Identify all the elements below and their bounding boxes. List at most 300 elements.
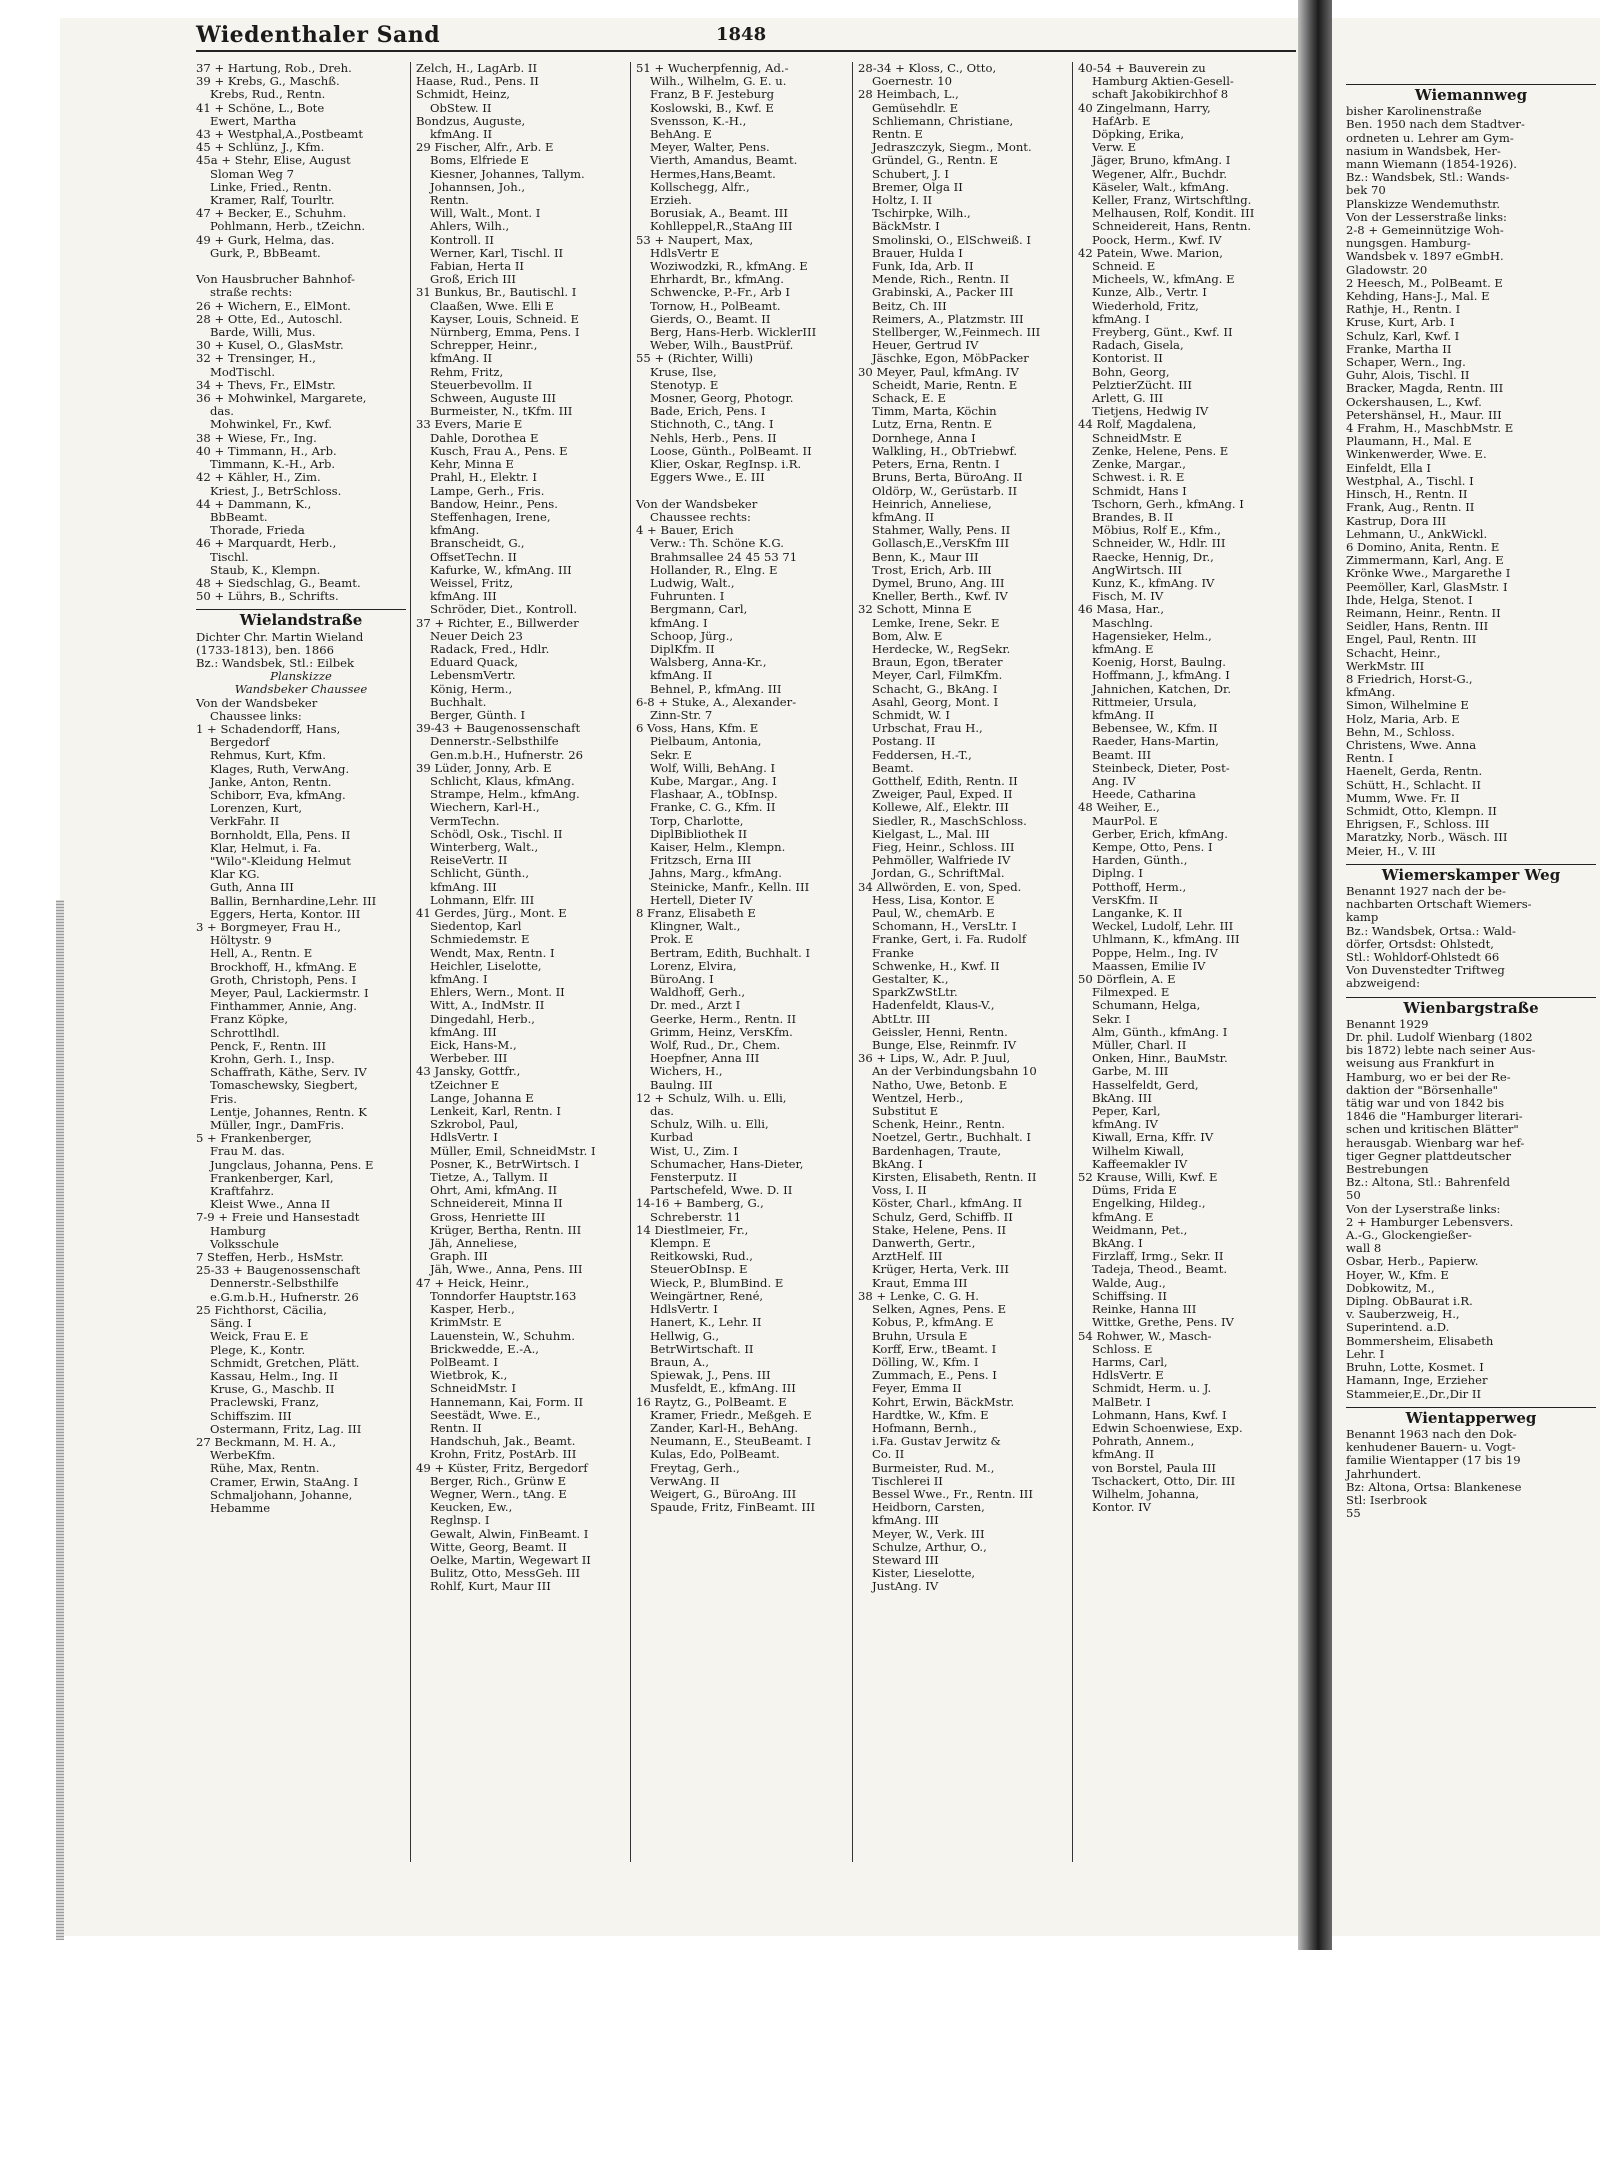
directory-entry-continuation: Schacht, Heinr.,: [1346, 645, 1441, 660]
directory-entry: Bz: Altona, Ortsa: Blankenese: [1346, 1479, 1522, 1494]
directory-entry-continuation: Beamt. III: [1092, 747, 1152, 762]
directory-entry-continuation: Hannemann, Kai, Form. II: [430, 1394, 584, 1409]
directory-entry-continuation: HdlsVertr. I: [430, 1130, 498, 1145]
directory-entry-continuation: Eduard Quack,: [430, 655, 519, 670]
directory-entry-continuation: Raeder, Hans-Martin,: [1092, 734, 1219, 749]
directory-entry-continuation: Hermes,Hans,Beamt.: [650, 166, 776, 181]
directory-entry-continuation: Hoyer, W., Kfm. E: [1346, 1267, 1449, 1282]
directory-entry-continuation: Dingedahl, Herb.,: [430, 1011, 535, 1026]
directory-entry-continuation: Schulze, Arthur, O.,: [872, 1539, 987, 1554]
directory-entry-continuation: Schneidereit, Minna II: [430, 1196, 563, 1211]
directory-entry-continuation: Verw.: Th. Schöne K.G.: [650, 536, 784, 551]
directory-entry-continuation: Mosner, Georg, Photogr.: [650, 391, 794, 406]
directory-entry-continuation: Wilhelm, Johanna,: [1092, 1486, 1200, 1501]
directory-entry-continuation: Wist, U., Zim. I: [650, 1143, 738, 1158]
directory-entry-continuation: kfmAng. III: [430, 589, 497, 604]
directory-entry-continuation: Schiborr, Eva, kfmAng.: [210, 787, 346, 802]
directory-entry-continuation: An der Verbindungsbahn 10: [872, 1064, 1037, 1079]
directory-entry-continuation: Behn, M., Schloss.: [1346, 724, 1455, 739]
directory-entry-continuation: Beamt.: [872, 760, 914, 775]
directory-entry-continuation: Kayser, Louis, Schneid. E: [430, 311, 579, 326]
street-heading: Wiemerskamper Weg: [1346, 864, 1596, 882]
directory-entry-continuation: Rentn. II: [430, 1420, 482, 1435]
directory-entry: schen und kritischen Blätter": [1346, 1122, 1519, 1137]
header-street-name: Wiedenthaler Sand: [196, 22, 441, 48]
directory-entry-continuation: Erzieh.: [650, 193, 692, 208]
directory-entry-continuation: Kunz, K., kfmAng. IV: [1092, 575, 1215, 590]
directory-entry-continuation: Weigert, G., BüroAng. III: [650, 1486, 797, 1501]
directory-entry: 7 Steffen, Herb., HsMstr.: [196, 1250, 344, 1265]
directory-entry: 37 + Richter, E., Billwerder: [416, 615, 579, 630]
directory-entry: 40 + Timmann, H., Arb.: [196, 443, 337, 458]
directory-entry-continuation: Siedler, R., MaschSchloss.: [872, 813, 1027, 828]
directory-entry-continuation: Radach, Gisela,: [1092, 338, 1184, 353]
directory-entry-continuation: Kurbad: [650, 1130, 694, 1145]
directory-entry-continuation: Franke, Gert, i. Fa. Rudolf: [872, 932, 1027, 947]
directory-entry-continuation: Ang. IV: [1092, 773, 1136, 788]
directory-entry: 40-54 + Bauverein zu: [1078, 62, 1206, 75]
directory-entry-continuation: Krebs, Rud., Rentn.: [210, 87, 326, 102]
directory-entry-continuation: Meyer, W., Verk. III: [872, 1526, 985, 1541]
directory-column-3: [636, 62, 848, 1514]
directory-entry: Von Hausbrucher Bahnhof-: [196, 272, 355, 287]
directory-entry-continuation: Claaßen, Wwe. Elli E: [430, 298, 554, 313]
directory-entry-continuation: Jäger, Bruno, kfmAng. I: [1092, 153, 1231, 168]
directory-entry-continuation: KrimMstr. E: [430, 1315, 502, 1330]
directory-entry: 39 Lüder, Jonny, Arb. E: [416, 760, 552, 775]
directory-entry-continuation: Thorade, Frieda: [210, 523, 305, 538]
directory-entry-continuation: Düms, Frida E: [1092, 1183, 1177, 1198]
directory-entry-continuation: Meyer, Walter, Pens.: [650, 140, 770, 155]
directory-entry-continuation: Jedraszczyk, Siegm., Mont.: [872, 140, 1032, 155]
directory-entry-continuation: tZeichner E: [430, 1077, 500, 1092]
directory-entry-continuation: Franz, B F. Jesteburg: [650, 87, 775, 102]
directory-entry-continuation: Klier, Oskar, RegInsp. i.R.: [650, 457, 802, 472]
directory-entry-continuation: Müller, Emil, SchneidMstr. I: [430, 1143, 596, 1158]
directory-entry-continuation: Klages, Ruth, VerwAng.: [210, 761, 350, 776]
directory-entry-continuation: wall 8: [1346, 1241, 1382, 1256]
directory-entry: herausgab. Wienbarg war hef-: [1346, 1135, 1525, 1150]
directory-entry: nasium in Wandsbek, Her-: [1346, 143, 1501, 158]
directory-entry-continuation: Seidler, Hans, Rentn. III: [1346, 619, 1489, 634]
directory-entry: 25-33 + Baugenossenschaft: [196, 1263, 361, 1278]
directory-entry: 39 + Krebs, G., Maschß.: [196, 74, 340, 89]
directory-entry-continuation: König, Herm.,: [430, 681, 513, 696]
street-note: Wandsbeker Chaussee: [234, 682, 368, 697]
directory-entry-continuation: Spiewak, J., Pens. III: [650, 1368, 771, 1383]
directory-entry-continuation: Lauenstein, W., Schuhm.: [430, 1328, 575, 1343]
directory-entry-continuation: SteuerObInsp. E: [650, 1262, 748, 1277]
directory-entry: Schmidt, Heinz,: [416, 87, 510, 102]
directory-entry: nachbarten Ortschaft Wiemers-: [1346, 897, 1532, 912]
directory-entry-continuation: Szkrobol, Paul,: [430, 1117, 519, 1132]
directory-entry-continuation: Keller, Franz, Wirtschftlng.: [1092, 193, 1252, 208]
directory-entry-continuation: Benn, K., Maur III: [872, 549, 979, 564]
directory-entry-continuation: Schmidt, Hans I: [1092, 483, 1187, 498]
directory-entry-continuation: BehAng. E: [650, 127, 712, 142]
directory-entry-continuation: Gollasch,E.,VersKfm III: [872, 536, 1010, 551]
directory-entry-continuation: Schneid. E: [1092, 259, 1156, 274]
directory-entry-continuation: Westphal, A., Tischl. I: [1346, 473, 1474, 488]
directory-entry-continuation: Wilhelm Kiwall,: [1092, 1143, 1185, 1158]
page-header: [196, 22, 1296, 52]
directory-entry-continuation: Hadenfeldt, Klaus-V.,: [872, 998, 995, 1013]
directory-entry-continuation: Heuer, Gertrud IV: [872, 338, 979, 353]
directory-entry-continuation: Franke, Martha II: [1346, 341, 1452, 356]
directory-entry-continuation: Posner, K., BetrWirtsch. I: [430, 1156, 580, 1171]
directory-entry: 42 Patein, Wwe. Marion,: [1078, 245, 1223, 260]
directory-entry-continuation: Schwenke, H., Kwf. II: [872, 958, 1000, 973]
directory-entry-continuation: Bracker, Magda, Rentn. III: [1346, 381, 1504, 396]
directory-entry-continuation: Schulz, Wilh. u. Elli,: [650, 1117, 769, 1132]
directory-entry: 33 Evers, Marie E: [416, 417, 523, 432]
directory-entry: 25 Fichthorst, Cäcilia,: [196, 1302, 327, 1317]
directory-entry-continuation: Wegner, Wern., tAng. E: [430, 1486, 567, 1501]
directory-entry-continuation: ReiseVertr. II: [430, 853, 508, 868]
directory-entry-continuation: Dymel, Bruno, Ang. III: [872, 575, 1005, 590]
directory-entry-continuation: Müller, Charl. II: [1092, 1038, 1187, 1053]
directory-entry-continuation: Berger, Günth. I: [430, 707, 526, 722]
directory-entry-continuation: WerbeKfm.: [210, 1448, 276, 1463]
directory-entry-continuation: Hollander, R., Elng. E: [650, 562, 778, 577]
directory-entry: weisung aus Frankfurt in: [1346, 1056, 1495, 1071]
directory-entry-continuation: kfmAng. I: [430, 972, 488, 987]
directory-entry-continuation: Schulz, Gerd, Schiffb. II: [872, 1209, 1013, 1224]
directory-entry-continuation: Kaffeemakler IV: [1092, 1156, 1188, 1171]
directory-entry-continuation: Kiesner, Johannes, Tallym.: [430, 166, 585, 181]
directory-entry-continuation: Kraut, Emma III: [872, 1275, 968, 1290]
directory-entry-continuation: Dahle, Dorothea E: [430, 430, 539, 445]
directory-entry-continuation: Gierds, O., Beamt. II: [650, 311, 771, 326]
directory-entry: 7-9 + Freie und Hansestadt: [196, 1210, 360, 1225]
directory-entry-continuation: Schiffsing. II: [1092, 1288, 1167, 1303]
directory-entry-continuation: Reimers, A., Platzmstr. III: [872, 311, 1024, 326]
directory-entry-continuation: Gerber, Erich, kfmAng.: [1092, 826, 1228, 841]
directory-entry-continuation: Sekr. I: [1092, 1011, 1131, 1026]
directory-entry-continuation: Wiechern, Karl-H.,: [430, 800, 540, 815]
directory-entry-continuation: BkAng. III: [1092, 1090, 1152, 1105]
directory-entry-continuation: Schmaljohann, Johanne,: [210, 1487, 353, 1502]
directory-entry-continuation: Lange, Johanna E: [430, 1090, 534, 1105]
directory-entry-continuation: "Wilo"-Kleidung Helmut: [210, 853, 351, 868]
directory-entry-continuation: kfmAng.: [1346, 685, 1396, 700]
directory-entry-continuation: Sloman Weg 7: [210, 166, 295, 181]
directory-entry-continuation: Berg, Hans-Herb. WicklerIII: [650, 325, 817, 340]
directory-entry: familie Wientapper (17 bis 19: [1346, 1453, 1521, 1468]
directory-entry-continuation: ModTischl.: [210, 364, 276, 379]
directory-entry: 52 Krause, Willi, Kwf. E: [1078, 1170, 1218, 1185]
directory-entry-continuation: Maschlng.: [1092, 615, 1153, 630]
directory-entry-continuation: kfmAng. E: [1092, 1209, 1154, 1224]
directory-entry-continuation: Tischlerei II: [872, 1473, 943, 1488]
directory-entry-continuation: Loose, Günth., PolBeamt. II: [650, 443, 812, 458]
directory-entry-continuation: Schubert, J. I: [872, 166, 949, 181]
directory-entry-continuation: Zimmermann, Karl, Ang. E: [1346, 553, 1504, 568]
directory-entry-continuation: Tadeja, Theod., Beamt.: [1092, 1262, 1228, 1277]
directory-entry-continuation: Simon, Wilhelmine E: [1346, 698, 1469, 713]
directory-entry: Von der Wandsbeker: [196, 695, 318, 710]
directory-entry-continuation: Boms, Elfriede E: [430, 153, 529, 168]
directory-entry-continuation: Bornholdt, Ella, Pens. II: [210, 827, 351, 842]
directory-entry-continuation: kfmAng. II: [650, 668, 713, 683]
directory-entry-continuation: Filmexped. E: [1092, 985, 1170, 1000]
directory-entry-continuation: LebensmVertr.: [430, 668, 516, 683]
directory-entry-continuation: HafArb. E: [1092, 113, 1151, 128]
directory-entry: 43 Jansky, Gottfr.,: [416, 1064, 521, 1079]
directory-entry: Bz.: Altona, Stl.: Bahrenfeld: [1346, 1175, 1511, 1190]
directory-column-2: [416, 62, 626, 1594]
directory-entry-continuation: JustAng. IV: [872, 1579, 939, 1594]
directory-entry: 48 + Siedschlag, G., Beamt.: [196, 575, 361, 590]
directory-entry-continuation: Schumacher, Hans-Dieter,: [650, 1156, 804, 1171]
directory-entry: 26 + Wichern, E., ElMont.: [196, 298, 351, 313]
directory-entry-continuation: Zweiger, Paul, Exped. II: [872, 787, 1013, 802]
directory-entry: Von der Lesserstraße links:: [1346, 209, 1507, 224]
book-spine: [1298, 0, 1332, 1950]
directory-entry-continuation: kfmAng. II: [430, 351, 493, 366]
directory-entry-continuation: Dennerstr.-Selbsthilfe: [210, 1276, 339, 1291]
directory-entry-continuation: Weckel, Ludolf, Lehr. III: [1092, 919, 1234, 934]
directory-entry: 16 Raytz, G., PolBeamt. E: [636, 1394, 787, 1409]
directory-entry-continuation: Brauer, Hulda I: [872, 245, 963, 260]
directory-entry-continuation: Brickwedde, E.-A.,: [430, 1341, 539, 1356]
directory-entry-continuation: Substitut E: [872, 1104, 939, 1119]
directory-entry-continuation: Hanert, K., Lehr. II: [650, 1315, 762, 1330]
right-page-column: [1346, 78, 1596, 1520]
directory-entry-continuation: Kafurke, W., kfmAng. III: [430, 562, 572, 577]
directory-entry-continuation: das.: [210, 404, 234, 419]
directory-entry-continuation: Tischl.: [210, 549, 249, 564]
directory-entry-continuation: kfmAng. II: [872, 509, 935, 524]
directory-entry-continuation: 50: [1346, 1188, 1361, 1203]
directory-entry-continuation: Weber, Wilh., BaustPrüf.: [650, 338, 794, 353]
directory-entry-continuation: Zander, Karl-H., BehAng.: [650, 1420, 799, 1435]
directory-entry-continuation: kfmAng.: [430, 523, 480, 538]
directory-entry-continuation: kfmAng. II: [430, 127, 493, 142]
directory-entry-continuation: Ehlers, Wern., Mont. II: [430, 985, 565, 1000]
directory-entry-continuation: Köster, Charl., kfmAng. II: [872, 1196, 1023, 1211]
directory-entry-continuation: Koenig, Horst, Baulng.: [1092, 655, 1226, 670]
directory-entry-continuation: Zenke, Margar.,: [1092, 457, 1186, 472]
directory-entry-continuation: Tomaschewsky, Siegbert,: [210, 1078, 358, 1093]
directory-entry-continuation: Lehr. I: [1346, 1346, 1385, 1361]
directory-entry-continuation: Rentn.: [430, 193, 469, 208]
directory-entry-continuation: Funk, Ida, Arb. II: [872, 259, 974, 274]
directory-entry-continuation: Mende, Rich., Rentn. II: [872, 272, 1010, 287]
directory-entry-continuation: Bunge, Else, Reinmfr. IV: [872, 1038, 1017, 1053]
directory-entry: Stl.: Wohldorf-Ohlstedt 66: [1346, 950, 1500, 964]
directory-entry-continuation: Bade, Erich, Pens. I: [650, 404, 766, 419]
directory-entry-continuation: Werbeber. III: [430, 1051, 508, 1066]
directory-entry-continuation: Groth, Christoph, Pens. I: [210, 972, 357, 987]
directory-entry-continuation: Tschorn, Gerh., kfmAng. I: [1092, 496, 1244, 511]
directory-entry-continuation: Fuhrunten. I: [650, 589, 725, 604]
directory-entry-continuation: Poppe, Helm., Ing. IV: [1092, 945, 1218, 960]
directory-entry-continuation: ObStew. II: [430, 100, 492, 115]
directory-entry-continuation: Klempn. E: [650, 1236, 711, 1251]
directory-entry-continuation: Woziwodzki, R., kfmAng. E: [650, 259, 808, 274]
directory-entry: 45a + Stehr, Elise, August: [196, 153, 351, 168]
directory-entry-continuation: Musfeldt, E., kfmAng. III: [650, 1381, 796, 1396]
directory-entry-continuation: Brahmsallee 24 45 53 71: [650, 549, 798, 564]
directory-entry-continuation: Will, Walt., Mont. I: [430, 206, 541, 221]
directory-entry-continuation: Schack, E. E: [872, 391, 947, 406]
directory-entry-continuation: Stahmer, Wally, Pens. II: [872, 523, 1011, 538]
street-note: Planskizze: [270, 669, 332, 684]
directory-entry-continuation: Svensson, K.-H.,: [650, 113, 747, 128]
directory-entry-continuation: Mumm, Wwe. Fr. II: [1346, 790, 1460, 805]
directory-entry-continuation: Schmidt, Otto, Klempn. II: [1346, 803, 1497, 818]
directory-entry-continuation: Bulitz, Otto, MessGeh. III: [430, 1566, 581, 1581]
directory-entry-continuation: Krüger, Herta, Verk. III: [872, 1262, 1009, 1277]
directory-entry-continuation: A.-G., Glockengießer-: [1346, 1228, 1472, 1243]
directory-entry-continuation: Bardenhagen, Traute,: [872, 1143, 1002, 1158]
directory-entry-continuation: Dennerstr.-Selbsthilfe: [430, 734, 559, 749]
directory-entry-continuation: Dornhege, Anna I: [872, 430, 976, 445]
directory-entry-continuation: Werner, Karl, Tischl. II: [430, 245, 564, 260]
directory-entry-continuation: Sekr. E: [650, 747, 692, 762]
directory-entry-continuation: Langanke, K. II: [1092, 906, 1183, 920]
directory-entry-continuation: Schröder, Diet., Kontroll.: [430, 602, 578, 617]
directory-entry-continuation: Osbar, Herb., Papierw.: [1346, 1254, 1479, 1269]
directory-entry-continuation: Peters, Erna, Rentn. I: [872, 457, 1000, 472]
directory-entry: 54 Rohwer, W., Masch-: [1078, 1328, 1212, 1343]
directory-entry-continuation: kfmAng. II: [1092, 1447, 1155, 1462]
directory-entry-continuation: Schulz, Karl, Kwf. I: [1346, 328, 1460, 343]
street-heading: Wiemannweg: [1346, 84, 1596, 102]
directory-entry-continuation: Bohn, Georg,: [1092, 364, 1170, 379]
directory-entry: 47 + Becker, E., Schuhm.: [196, 206, 347, 221]
directory-entry-continuation: Onken, Hinr., BauMstr.: [1092, 1051, 1228, 1066]
directory-entry-continuation: Noetzel, Gertr., Buchhalt. I: [872, 1130, 1031, 1145]
directory-entry-continuation: Kruse, Ilse,: [650, 364, 717, 379]
directory-entry-continuation: AngWirtsch. III: [1092, 562, 1182, 577]
directory-entry-continuation: Kasper, Herb.,: [430, 1302, 515, 1317]
directory-entry-continuation: Ihde, Helga, Stenot. I: [1346, 592, 1473, 607]
directory-entry-continuation: Kempe, Otto, Pens. I: [1092, 839, 1213, 854]
directory-entry-continuation: Schacht, G., BkAng. I: [872, 681, 998, 696]
directory-entry-continuation: BkAng. I: [1092, 1236, 1143, 1251]
directory-entry-continuation: Kaiser, Helm., Klempn.: [650, 839, 786, 854]
directory-entry-continuation: Prok. E: [650, 932, 694, 947]
directory-entry-continuation: Kiwall, Erna, Kffr. IV: [1092, 1130, 1214, 1145]
directory-entry-continuation: Diplng. I: [1092, 866, 1143, 881]
directory-entry: 49 + Gurk, Helma, das.: [196, 232, 335, 247]
directory-entry-continuation: Kleist Wwe., Anna II: [210, 1197, 331, 1212]
directory-entry-continuation: Frank, Aug., Rentn. II: [1346, 500, 1475, 515]
directory-entry: Haase, Rud., Pens. II: [416, 74, 539, 89]
directory-entry-continuation: Winterberg, Walt.,: [430, 839, 539, 854]
directory-entry-continuation: Schaper, Wern., Ing.: [1346, 355, 1466, 370]
directory-entry-continuation: Bruhn, Ursula E: [872, 1328, 968, 1343]
directory-entry-continuation: Wittke, Grethe, Pens. IV: [1092, 1315, 1234, 1330]
directory-entry: Benannt 1963 nach den Dok-: [1346, 1426, 1517, 1441]
directory-entry-continuation: HdlsVertr. I: [650, 1302, 718, 1317]
directory-entry: 1 + Schadendorff, Hans,: [196, 721, 341, 736]
directory-entry-continuation: Geerke, Herm., Rentn. II: [650, 1011, 797, 1026]
directory-entry-continuation: Rehmus, Kurt, Kfm.: [210, 748, 326, 763]
directory-entry-continuation: Vierth, Amandus, Beamt.: [650, 153, 798, 168]
directory-entry-continuation: Firzlaff, Irmg., Sekr. II: [1092, 1249, 1224, 1264]
directory-entry-continuation: Frau M. das.: [210, 1144, 285, 1159]
directory-entry-continuation: Chaussee rechts:: [650, 509, 751, 524]
directory-entry-continuation: von Borstel, Paula III: [1092, 1460, 1216, 1475]
directory-entry: 53 + Naupert, Max,: [636, 232, 754, 247]
directory-entry: 8 Friedrich, Horst-G.,: [1346, 671, 1473, 686]
directory-entry-continuation: Hamann, Inge, Erzieher: [1346, 1373, 1488, 1388]
directory-entry-continuation: Fensterputz. II: [650, 1170, 737, 1185]
directory-entry-continuation: Selken, Agnes, Pens. E: [872, 1302, 1007, 1317]
directory-entry-continuation: Burmeister, N., tKfm. III: [430, 404, 573, 419]
directory-entry-continuation: Hell, A., Rentn. E: [210, 946, 313, 961]
directory-entry-continuation: MalBetr. I: [1092, 1394, 1151, 1409]
directory-entry-continuation: Brockhoff, H., kfmAng. E: [210, 959, 357, 974]
directory-entry-continuation: Bommersheim, Elisabeth: [1346, 1333, 1494, 1348]
directory-entry-continuation: e.G.m.b.H., Hufnerstr. 26: [210, 1289, 359, 1304]
directory-entry-continuation: Einfeldt, Ella I: [1346, 460, 1432, 475]
directory-entry-continuation: Stake, Helene, Pens. II: [872, 1222, 1007, 1237]
directory-entry-continuation: BbBeamt.: [210, 509, 268, 524]
directory-entry: 6 Domino, Anita, Rentn. E: [1346, 539, 1500, 554]
directory-entry-continuation: Fieg, Heinr., Schloss. III: [872, 839, 1015, 854]
directory-entry: 2-8 + Gemeinnützige Woh-: [1346, 223, 1504, 238]
directory-entry: Dr. phil. Ludolf Wienbarg (1802: [1346, 1030, 1533, 1045]
directory-entry-continuation: DiplKfm. II: [650, 641, 715, 656]
directory-entry-continuation: Schödl, Osk., Tischl. II: [430, 826, 563, 841]
directory-entry-continuation: Schaffrath, Käthe, Serv. IV: [210, 1065, 367, 1080]
directory-entry: 44 Rolf, Magdalena,: [1078, 417, 1197, 432]
directory-entry-continuation: Garbe, M. III: [1092, 1064, 1169, 1079]
directory-entry-continuation: Kastrup, Dora III: [1346, 513, 1447, 528]
directory-entry-continuation: Grabinski, A., Packer III: [872, 285, 1014, 300]
directory-entry-continuation: Jahns, Marg., kfmAng.: [650, 866, 782, 881]
directory-entry-continuation: Christens, Wwe. Anna: [1346, 737, 1477, 752]
directory-entry-continuation: Wegener, Alfr., Buchdr.: [1092, 166, 1228, 181]
directory-entry-continuation: Neumann, E., SteuBeamt. I: [650, 1434, 812, 1449]
directory-entry-continuation: Barde, Willi, Mus.: [210, 325, 316, 340]
directory-entry: daktion der "Börsenhalle": [1346, 1082, 1499, 1097]
column-divider: [852, 62, 853, 1862]
directory-entry-continuation: Wilh., Wilhelm, G. E. u.: [650, 74, 787, 89]
directory-entry-continuation: Schomann, H., VersLtr. I: [872, 919, 1017, 934]
directory-entry-continuation: Engel, Paul, Rentn. III: [1346, 632, 1477, 647]
directory-entry-continuation: Dobkowitz, M.,: [1346, 1280, 1435, 1295]
directory-entry-continuation: Ehrigsen, F., Schloss. III: [1346, 817, 1490, 832]
directory-entry-continuation: MaurPol. E: [1092, 813, 1158, 828]
directory-entry-continuation: Weingärtner, René,: [650, 1288, 764, 1303]
directory-entry-continuation: Jäh, Anneliese,: [430, 1236, 518, 1251]
directory-entry-continuation: Ehrhardt, Br., kfmAng.: [650, 272, 784, 287]
directory-entry-continuation: PelztierZücht. III: [1092, 377, 1192, 392]
directory-entry-continuation: Janke, Anton, Rentn.: [210, 774, 332, 789]
directory-entry-continuation: Uhlmann, K., kfmAng. III: [1092, 932, 1240, 947]
directory-entry-continuation: Steinicke, Manfr., Kelln. III: [650, 879, 810, 894]
directory-entry-continuation: Oelke, Martin, Wegewart II: [430, 1552, 591, 1567]
directory-entry-continuation: Bergedorf: [210, 735, 270, 750]
directory-entry-continuation: Kriest, J., BetrSchloss.: [210, 483, 342, 498]
directory-entry-continuation: Danwerth, Gertr.,: [872, 1236, 976, 1251]
directory-entry-continuation: kfmAng. II: [1092, 707, 1155, 722]
directory-entry-continuation: VersKfm. II: [1092, 892, 1159, 907]
directory-entry: Stl: Iserbrook: [1346, 1492, 1427, 1507]
directory-entry-continuation: Braun, A.,: [650, 1354, 710, 1369]
street-note: Planskizze Wendemuthstr.: [1346, 196, 1501, 211]
directory-entry-continuation: kfmAng. III: [872, 1513, 939, 1528]
directory-entry-continuation: Ballin, Bernhardine,Lehr. III: [210, 893, 377, 908]
directory-entry-continuation: Gross, Henriette III: [430, 1209, 546, 1224]
directory-entry-continuation: Wendt, Max, Rentn. I: [430, 945, 555, 960]
directory-entry-continuation: Trost, Erich, Arb. III: [872, 562, 992, 577]
